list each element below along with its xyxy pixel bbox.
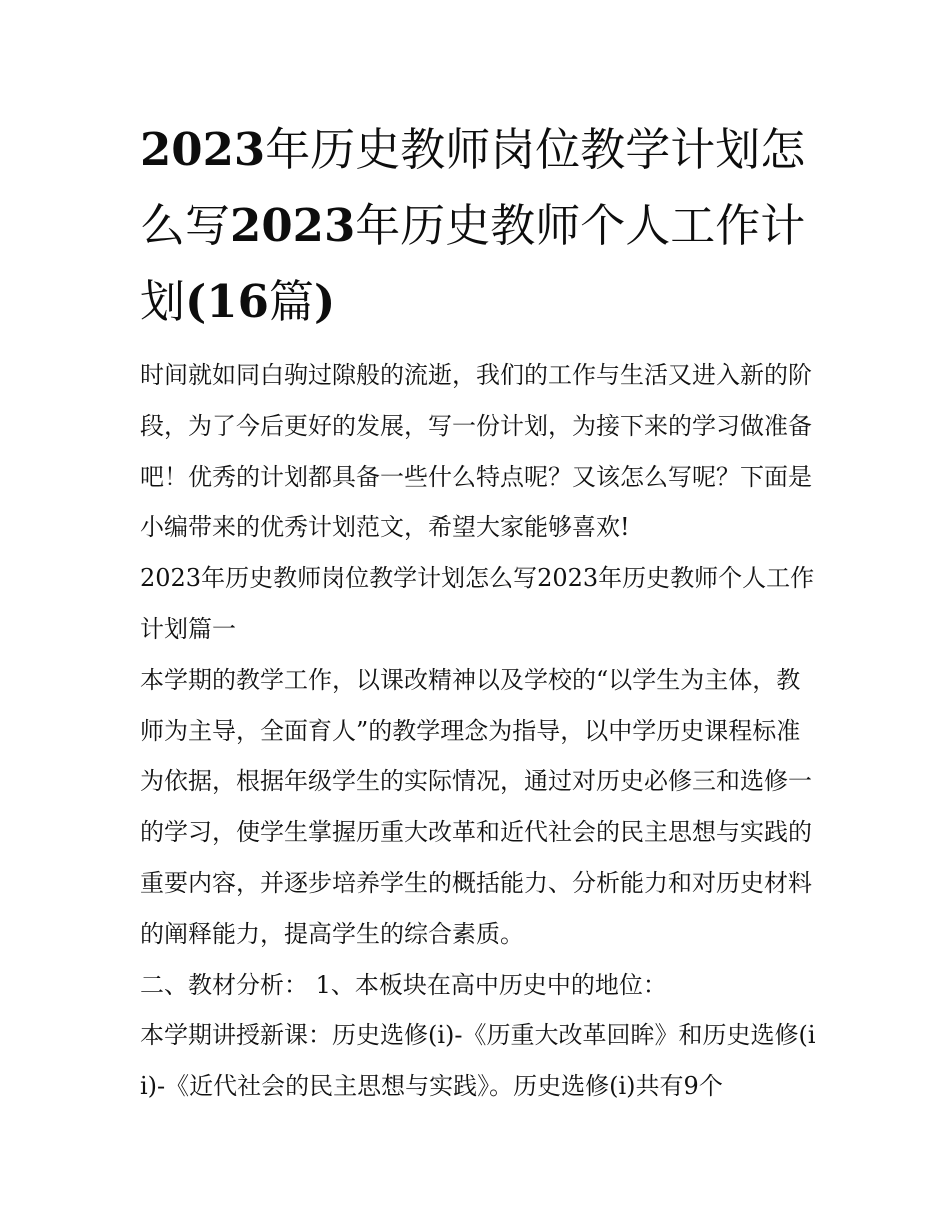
intro-paragraph: 时间就如同白驹过隙般的流逝，我们的工作与生活又进入新的阶段，为了今后更好的发展，写一份计划，为接下来的学习做准备吧！优秀的计划都具备一些什么特点呢？又该怎么写呢？下面是小编带来的优秀计划范文，希望大家能够喜欢!: [140, 361, 812, 542]
title-part: (16: [185, 275, 269, 328]
title-part: 2023: [230, 199, 356, 252]
body-paragraph: 本学期的教学工作，以课改精神以及学校的“以学生为主体，教师为主导，全面育人”的教学理念为指导，以中学历史课程标准为依据，根据年级学生的实际情况，通过对历史必修三和选修一的学习，使学生掌握历重大改革和近代社会的民主思想与实践的重要内容，并逐步培养学生的概括能力、分析能力和对历史材料的阐释能力，提高学生的综合素质。: [140, 665, 812, 948]
document-title: [140, 112, 820, 340]
body-paragraph: 本学期讲授新课：历史选修(i)-《历重大改革回眸》和历史选修(ii)-《近代社会的民主思想与实践》。历史选修(i)共有9个: [140, 1021, 816, 1101]
title-part: 年历史教师岗位教学计划怎么写: [140, 123, 806, 252]
title-part: 篇: [268, 275, 314, 328]
document-page: [140, 112, 820, 1112]
title-part: ): [313, 275, 336, 328]
section-heading: 2023年历史教师岗位教学计划怎么写2023年历史教师个人工作计划篇一: [140, 564, 815, 643]
title-part: 2023: [140, 123, 266, 176]
title-part: 年历史教师个人工作计划: [140, 199, 806, 328]
subsection-heading: 二、教材分析： 1、本板块在高中历史中的地位：: [140, 970, 667, 999]
